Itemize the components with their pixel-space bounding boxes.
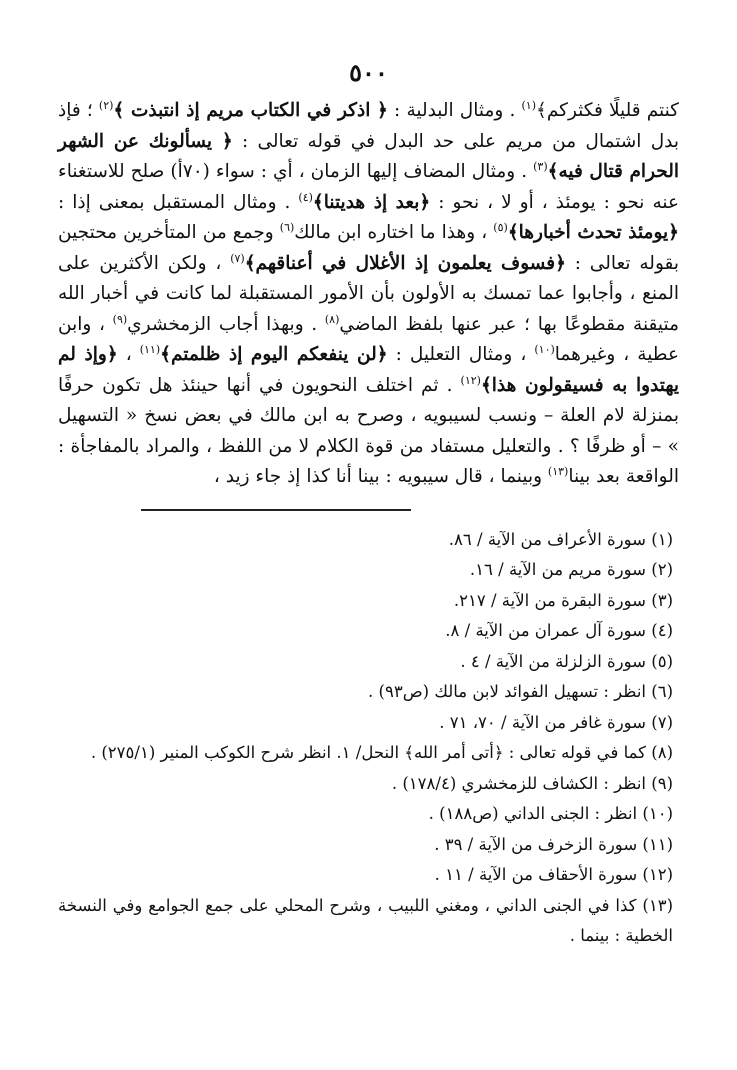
page-number: ٥٠٠: [349, 58, 388, 87]
footnote: (٥) سورة الزلزلة من الآية / ٤ .: [460, 651, 673, 671]
footnote: (١٢) سورة الأحقاف من الآية / ١١ .: [434, 865, 673, 884]
footnote: (٣) سورة البقرة من الآية / ٢١٧.: [453, 590, 673, 610]
quran-quote: ﴿يومئذ تحدث أخبارها﴾: [507, 222, 679, 243]
footnote: (١٠) انظر : الجنى الداني (ص١٨٨) .: [428, 804, 673, 823]
quran-quote: ﴿وإذ لم يهتدوا به فسيقولون هذا﴾: [58, 344, 679, 396]
footnote: (٩) انظر : الكشاف للزمخشري (١٧٨/٤) .: [391, 773, 673, 793]
text-run: كنتم قليلًا فكثركم﴾: [536, 100, 679, 121]
footnote-ref: (١٢): [460, 373, 481, 387]
footnote-ref: (٦): [279, 220, 295, 234]
quran-quote: ﴿بعد إذ هديتنا﴾: [312, 191, 431, 213]
text-run: ، وهذا ما اختاره ابن مالك: [294, 222, 494, 243]
footnote-ref: (٧): [230, 251, 245, 265]
text-run: ، ولكن الأكثرين على المنع ، وأجابوا عما تمسك به الأولون بأن الأمور المستقبلة لما كانت في أخبار الله متيقنة مقطوعًا بها ؛ عبر عنها بلفظ الماضي: [58, 252, 679, 335]
footnote-ref: (٥): [493, 220, 508, 234]
text-run: . ومثال البدلية :: [387, 100, 522, 121]
text-run: ، ومثال التعليل :: [387, 344, 535, 365]
footnote: (١١) سورة الزخرف من الآية / ٣٩ .: [434, 834, 673, 854]
footnote: (٤) سورة آل عمران من الآية / ٨.: [445, 621, 673, 640]
footnote-ref: (٢): [98, 98, 114, 112]
footnote-ref: (١١): [139, 342, 161, 356]
footnote: (٨) كما في قوله تعالى : ﴿أتى أمر الله﴾ النحل/ ١. انظر شرح الكوكب المنير (٢٧٥/١) .: [90, 743, 673, 762]
footnote: (١) سورة الأعراف من الآية / ٨٦.: [448, 529, 673, 549]
quran-quote: ﴿لن ينفعكم اليوم إذ ظلمتم﴾: [160, 344, 388, 365]
main-paragraph: [58, 96, 679, 493]
text-run: ،: [117, 344, 140, 365]
footnote-ref: (٣): [533, 159, 548, 173]
text-run: ؛ فإذ بدل اشتمال من مريم على حد البدل في قوله تعالى :: [58, 100, 680, 152]
footnote: (٢) سورة مريم من الآية / ١٦.: [469, 560, 673, 579]
footnote: (٧) سورة غافر من الآية / ٧٠، ٧١ .: [439, 712, 673, 732]
text-run: . وبهذا أجاب الزمخشري: [127, 313, 325, 335]
quran-quote: ﴿ اذكر في الكتاب مريم إذ انتبذت ﴾: [113, 100, 388, 121]
text-run: وجمع من المتأخرين محتجين بقوله تعالى :: [58, 222, 680, 274]
footnote: (٦) انظر : تسهيل الفوائد لابن مالك (ص٩٣) .: [368, 682, 673, 701]
quran-quote: ﴿فسوف يعلمون إذ الأغلال في أعناقهم﴾: [244, 252, 566, 274]
footnote-ref: (٩): [112, 312, 128, 326]
footnote-ref: (١): [521, 98, 536, 112]
text-run: . ومثال المضاف إليها الزمان ، أي : سواء (٧٠أ) صلح للاستغناء عنه نحو : يومئذ ، أو لا ، نحو :: [58, 161, 679, 213]
main-text: [58, 96, 679, 493]
footnote-ref: (١٠): [534, 342, 555, 356]
text-run: وبينما ، قال سيبويه : بينا أنا كذا إذ جاء زيد ،: [213, 466, 548, 487]
text-run: ، وابن عطية ، وغيرهما: [58, 313, 679, 365]
footnote: (١٣) كذا في الجنى الداني ، ومغني اللبيب ، وشرح المحلي على جمع الجوامع وفي النسخة الخطية : بينما .: [58, 895, 673, 945]
footnote-ref: (٤): [298, 190, 313, 204]
quran-quote: ﴿ يسألونك عن الشهر الحرام قتال فيه﴾: [58, 130, 680, 182]
footnote-ref: (٨): [324, 312, 340, 326]
footnote-divider: [141, 509, 411, 511]
footnotes: [58, 525, 679, 952]
text-run: . ومثال المستقبل بمعنى إذا :: [58, 191, 299, 213]
footnote-ref: (١٣): [547, 464, 569, 478]
text-run: . ثم اختلف النحويون في أنها حينئذ هل تكون حرفًا بمنزلة لام العلة – ونسب لسيبويه ، وصرح به ابن مالك في بعض نسخ « التسهيل » – أو ظرفًا ؟ . والتعليل مستفاد من قوة الكلام لا من اللفظ ، والمراد بالمفاجأة : الواقعة بعد بينا: [58, 374, 679, 487]
